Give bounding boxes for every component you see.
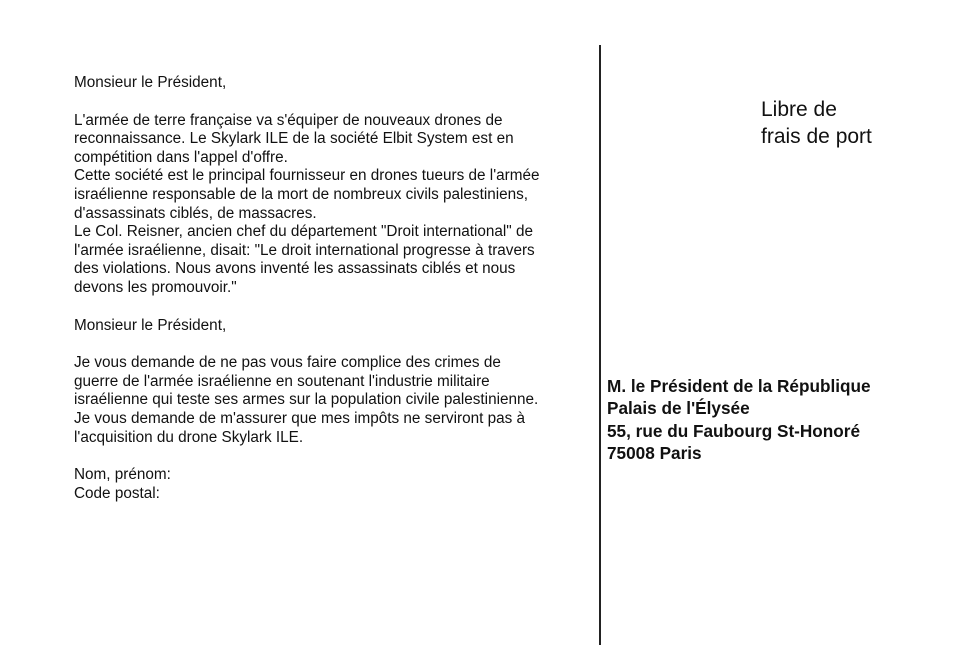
text-line: devons les promouvoir." xyxy=(74,278,237,296)
text-line: Le Col. Reisner, ancien chef du département "Droit international" de xyxy=(74,223,533,241)
address-line: Palais de l'Élysée xyxy=(607,398,750,419)
postage-line: Libre de xyxy=(761,98,837,121)
signature-fields xyxy=(74,466,599,503)
name-field-label: Nom, prénom: xyxy=(74,466,171,484)
postage-line: frais de port xyxy=(761,125,872,148)
address-line: 75008 Paris xyxy=(607,443,702,464)
salutation-first: Monsieur le Président, xyxy=(74,74,227,91)
text-line: guerre de l'armée israélienne en soutenant l'industrie militaire xyxy=(74,372,490,390)
text-line: israélienne qui teste ses armes sur la population civile palestinienne. xyxy=(74,391,539,409)
text-line: des violations. Nous avons inventé les assassinats ciblés et nous xyxy=(74,260,516,278)
paragraph-drone-context xyxy=(74,112,599,298)
postal-code-field-label: Code postal: xyxy=(74,484,160,502)
postcard-divider xyxy=(599,45,601,645)
text-line: israélienne responsable de la mort de nombreux civils palestiniens, xyxy=(74,185,529,203)
postage-notice xyxy=(761,96,872,150)
text-line: Je vous demande de m'assurer que mes impôts ne serviront pas à xyxy=(74,409,526,427)
paragraph-request xyxy=(74,354,599,447)
address-line: 55, rue du Faubourg St-Honoré xyxy=(607,420,861,441)
salutation-second: Monsieur le Président, xyxy=(74,316,227,334)
text-line: d'assassinats ciblés, de massacres. xyxy=(74,204,317,222)
address-line: M. le Président de la République xyxy=(607,376,871,396)
text-line: l'acquisition du drone Skylark ILE. xyxy=(74,428,304,446)
recipient-address xyxy=(607,375,871,465)
text-line: Je vous demande de ne pas vous faire complice des crimes de xyxy=(74,354,501,372)
text-line: l'armée israélienne, disait: "Le droit international progresse à travers xyxy=(74,241,535,259)
text-line: compétition dans l'appel d'offre. xyxy=(74,148,288,166)
letter-body xyxy=(74,74,599,503)
text-line: Cette société est le principal fournisseur en drones tueurs de l'armée xyxy=(74,167,540,185)
text-line: L'armée de terre française va s'équiper de nouveaux drones de xyxy=(74,111,503,129)
text-line: reconnaissance. Le Skylark ILE de la société Elbit System est en xyxy=(74,130,514,148)
